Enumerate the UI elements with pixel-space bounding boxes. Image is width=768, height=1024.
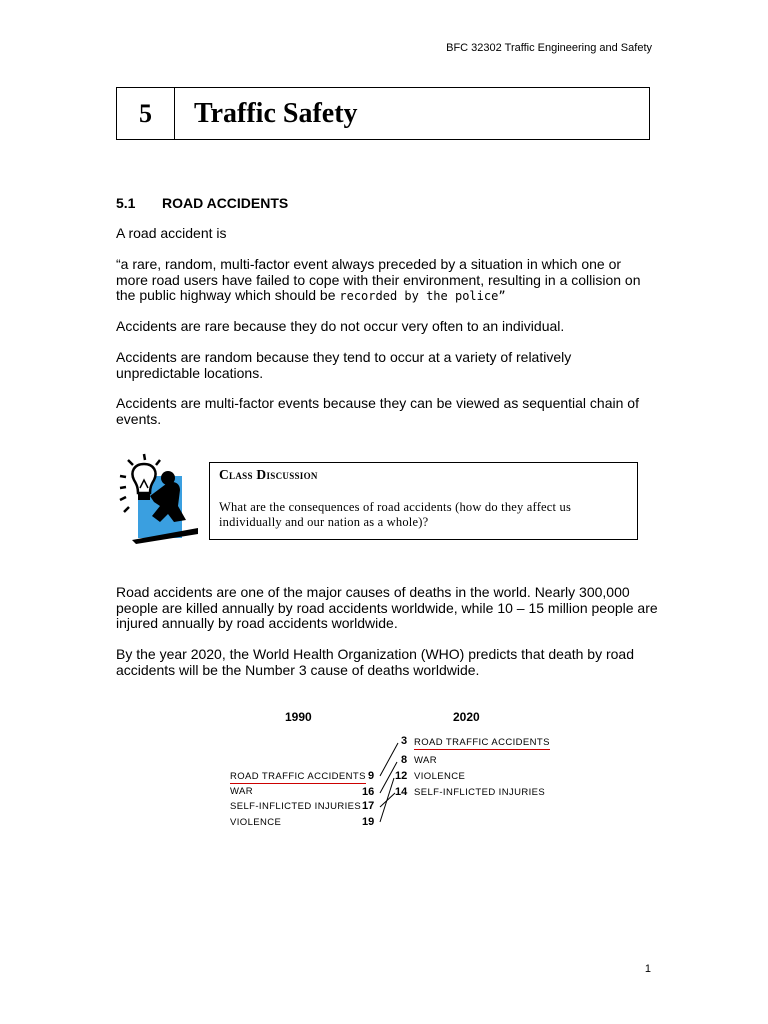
chapter-title: Traffic Safety	[194, 97, 358, 129]
connector-violence	[380, 778, 394, 822]
chapter-number: 5	[117, 88, 175, 139]
right-label-violence: VIOLENCE	[414, 771, 466, 782]
quote-main-text: “a rare, random, multi-factor event always preceded by a situation in which one or more road users have failed to cope with their environment, resulting in a collision on the public highway which should be	[116, 256, 641, 303]
year-2020: 2020	[453, 710, 480, 724]
left-rank-war: 16	[362, 786, 375, 798]
discussion-title: Class Discussion	[219, 467, 318, 482]
intro-paragraph: A road accident is	[116, 225, 227, 241]
multifactor-paragraph: Accidents are multi-factor events because they can be viewed as sequential chain of events.	[116, 395, 639, 427]
left-rank-self-inflicted: 17	[362, 800, 375, 812]
left-label-self-inflicted: SELF-INFLICTED INJURIES	[230, 801, 362, 812]
left-label-violence: VIOLENCE	[230, 817, 282, 828]
page-number: 1	[644, 963, 651, 975]
quote-tail-text: recorded by the police”	[339, 289, 506, 303]
random-paragraph: Accidents are random because they tend to occur at a variety of relatively unpredictable locations.	[116, 349, 572, 381]
left-label-road-accidents: ROAD TRAFFIC ACCIDENTS	[230, 771, 366, 782]
discussion-question: What are the consequences of road accidents (how do they affect us individually and our nation as a whole)?	[219, 500, 572, 529]
right-rank-self-inflicted: 14	[395, 786, 408, 798]
deaths-paragraph: Road accidents are one of the major causes of deaths in the world. Nearly 300,000 people are killed annually by road accidents worldwide, while 10 – 15 million people are injured annually by road accidents worldwide.	[116, 584, 658, 631]
right-label-self-inflicted: SELF-INFLICTED INJURIES	[414, 787, 546, 798]
section-title: ROAD ACCIDENTS	[162, 195, 289, 211]
rare-paragraph: Accidents are rare because they do not occur very often to an individual.	[116, 318, 565, 334]
year-1990: 1990	[285, 710, 312, 724]
right-rank-war: 8	[401, 754, 408, 766]
left-label-war: WAR	[230, 786, 254, 797]
course-header: BFC 32302 Traffic Engineering and Safety	[446, 42, 652, 54]
left-rank-road-accidents: 9	[368, 770, 375, 782]
right-label-war: WAR	[414, 755, 438, 766]
who-paragraph: By the year 2020, the World Health Organization (WHO) predicts that death by road accidents will be the Number 3 cause of deaths worldwide.	[116, 646, 634, 678]
section-number: 5.1	[116, 195, 136, 211]
right-rank-road-accidents: 3	[401, 735, 408, 747]
right-label-road-accidents: ROAD TRAFFIC ACCIDENTS	[414, 737, 550, 748]
right-rank-violence: 12	[395, 770, 408, 782]
left-rank-violence: 19	[362, 816, 375, 828]
